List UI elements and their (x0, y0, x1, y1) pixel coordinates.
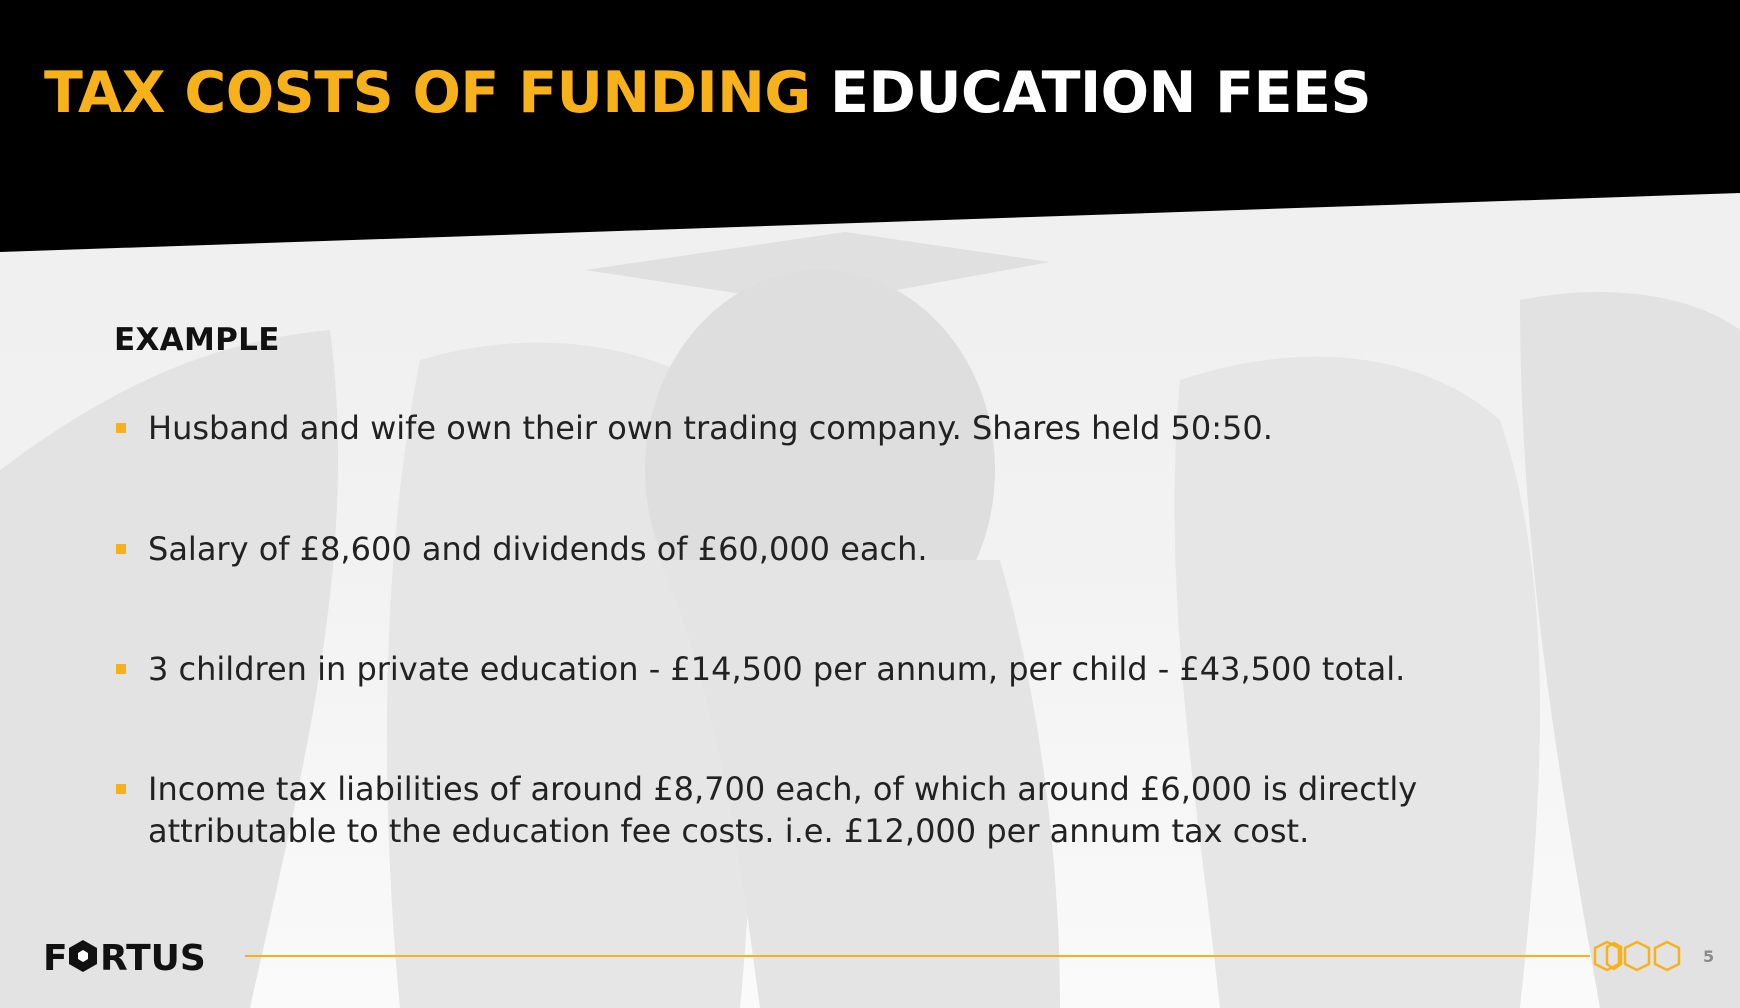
bullet-text: 3 children in private education - £14,500 per annum, per child - £43,500 total. (148, 650, 1406, 688)
svg-text:RTUS: RTUS (100, 939, 206, 975)
bullet-text: Income tax liabilities of around £8,700 each, of which around £6,000 is directly attributable to the education fee costs. i.e. £12,000 per annum tax cost. (148, 770, 1418, 850)
page-number: 5 (1703, 947, 1715, 966)
bullet-text: Husband and wife own their own trading company. Shares held 50:50. (148, 409, 1273, 447)
svg-text:F: F (43, 939, 68, 975)
section-label: EXAMPLE (114, 322, 280, 358)
title-main: EDUCATION FEES (830, 60, 1372, 126)
title-accent: TAX COSTS OF FUNDING (44, 60, 811, 126)
bullet-text: Salary of £8,600 and dividends of £60,000 each. (148, 530, 928, 568)
hexagon-trio-icon (1595, 942, 1679, 970)
